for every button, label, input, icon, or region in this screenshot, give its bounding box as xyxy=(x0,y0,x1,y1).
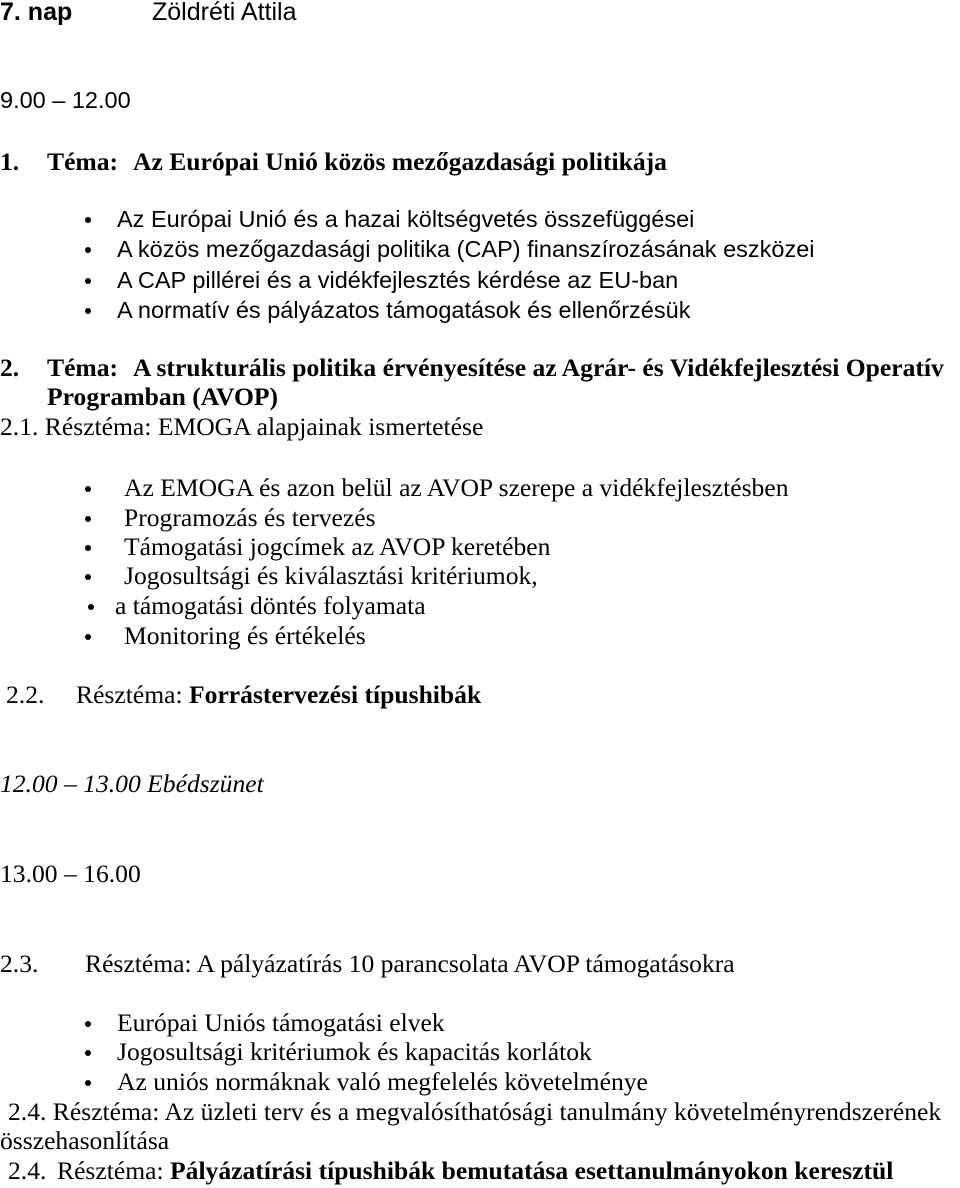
list-item-text: Monitoring és értékelés xyxy=(124,621,366,650)
list-item-text: Európai Uniós támogatási elvek xyxy=(117,1008,445,1037)
subtopic-2-3-title: A pályázatírás 10 parancsolata AVOP támogatásokra xyxy=(196,949,735,978)
bullet-icon xyxy=(85,247,91,253)
list-item xyxy=(0,1037,960,1067)
subtopic-2-2-label: Résztéma: xyxy=(76,680,183,709)
subtopic-2-4a-number: 2.4. xyxy=(8,1097,47,1126)
subtopic-2-1-heading xyxy=(0,412,483,442)
bullet-icon xyxy=(85,308,91,314)
topic2-label: Téma: xyxy=(47,353,119,382)
bullet-icon xyxy=(85,1080,91,1086)
list-item-text: Jogosultsági kritériumok és kapacitás korlátok xyxy=(117,1037,592,1066)
subtopic-2-3-number: 2.3. xyxy=(0,949,39,978)
topic1-label: Téma: xyxy=(47,147,119,176)
list-item-text: a támogatási döntés folyamata xyxy=(115,591,426,620)
topic2-title: A strukturális politika érvényesítése az Agrár- és Vidékfejlesztési Operatív xyxy=(133,353,944,382)
bullet-icon xyxy=(85,1050,91,1056)
topic1-number: 1. xyxy=(0,147,20,176)
list-item-text: Támogatási jogcímek az AVOP keretében xyxy=(124,532,551,561)
subtopic-2-4a-label: Résztéma: xyxy=(52,1097,160,1126)
list-item-text: A CAP pillérei és a vidékfejlesztés kérdése az EU-ban xyxy=(117,267,679,293)
presenter-name: Zöldréti Attila xyxy=(152,0,297,26)
list-item-text: Programozás és tervezés xyxy=(124,503,376,532)
list-item xyxy=(0,473,960,503)
list-item-text: Az Európai Unió és a hazai költségvetés összefüggései xyxy=(117,206,695,232)
subtopic-2-4b-title: Pályázatírási típushibák bemutatása esettanulmányokon keresztül xyxy=(170,1156,894,1185)
bullet-icon xyxy=(85,516,91,522)
subtopic-2-4b-label: Résztéma: xyxy=(57,1156,164,1185)
subtopic-2-3-label: Résztéma: xyxy=(85,949,192,978)
list-item xyxy=(0,591,960,621)
topic1-title: Az Európai Unió közös mezőgazdasági politikája xyxy=(133,147,667,176)
list-item xyxy=(0,532,960,562)
list-item xyxy=(0,1067,960,1097)
subtopic-2-4a-title-continued: összehasonlítása xyxy=(0,1126,170,1155)
bullet-icon xyxy=(85,217,91,223)
bullet-icon xyxy=(85,486,91,492)
session2-time: 13.00 – 16.00 xyxy=(0,859,141,888)
day-header xyxy=(0,0,960,24)
list-item xyxy=(0,503,960,533)
bullet-icon xyxy=(85,1021,91,1027)
subtopic-2-4a-heading xyxy=(8,1097,941,1127)
list-item-text: A közös mezőgazdasági politika (CAP) finanszírozásának eszközei xyxy=(117,236,815,262)
subtopic-2-2-number: 2.2. xyxy=(6,680,45,709)
bullet-icon xyxy=(85,278,91,284)
topic2-heading xyxy=(0,353,960,383)
bullet-icon xyxy=(85,545,91,551)
subtopic-2-4a-title: Az üzleti terv és a megvalósíthatósági tanulmány követelményrendszerének xyxy=(164,1097,942,1126)
day-label: 7. nap xyxy=(0,0,73,26)
list-item-text: Az uniós normáknak való megfelelés követelménye xyxy=(117,1067,648,1096)
lunch-label: Ebédszünet xyxy=(147,769,264,798)
list-item xyxy=(0,234,960,264)
bullet-icon xyxy=(85,574,91,580)
bullet-icon xyxy=(88,604,94,610)
subtopic-2-4b-heading xyxy=(0,1156,960,1186)
subtopic-2-2-title: Forrástervezési típushibák xyxy=(189,680,482,709)
subtopic-2-2-heading xyxy=(0,680,960,710)
subtopic-2-1-number: 2.1. xyxy=(0,412,39,441)
list-item-text: A normatív és pályázatos támogatások és ellenőrzésük xyxy=(117,297,691,323)
list-item xyxy=(0,621,960,651)
list-item xyxy=(0,1008,960,1038)
list-item xyxy=(0,265,960,295)
bullet-icon xyxy=(85,634,91,640)
list-item xyxy=(0,204,960,234)
list-item xyxy=(0,295,960,325)
topic1-heading xyxy=(0,147,960,177)
subtopic-2-3-heading xyxy=(0,949,960,979)
topic2-title-continued: Programban (AVOP) xyxy=(47,382,279,411)
list-item-text: Az EMOGA és azon belül az AVOP szerepe a vidékfejlesztésben xyxy=(124,473,789,502)
list-item-text: Jogosultsági és kiválasztási kritériumok, xyxy=(124,561,538,590)
list-item xyxy=(0,561,960,591)
subtopic-2-1-label: Résztéma: xyxy=(44,412,152,441)
session1-time: 9.00 – 12.00 xyxy=(0,87,131,113)
topic2-number: 2. xyxy=(0,353,20,382)
subtopic-2-1-title: EMOGA alapjainak ismertetése xyxy=(157,412,484,441)
lunch-break xyxy=(0,769,264,799)
lunch-time: 12.00 – 13.00 xyxy=(0,769,141,798)
subtopic-2-4b-number: 2.4. xyxy=(8,1156,47,1185)
